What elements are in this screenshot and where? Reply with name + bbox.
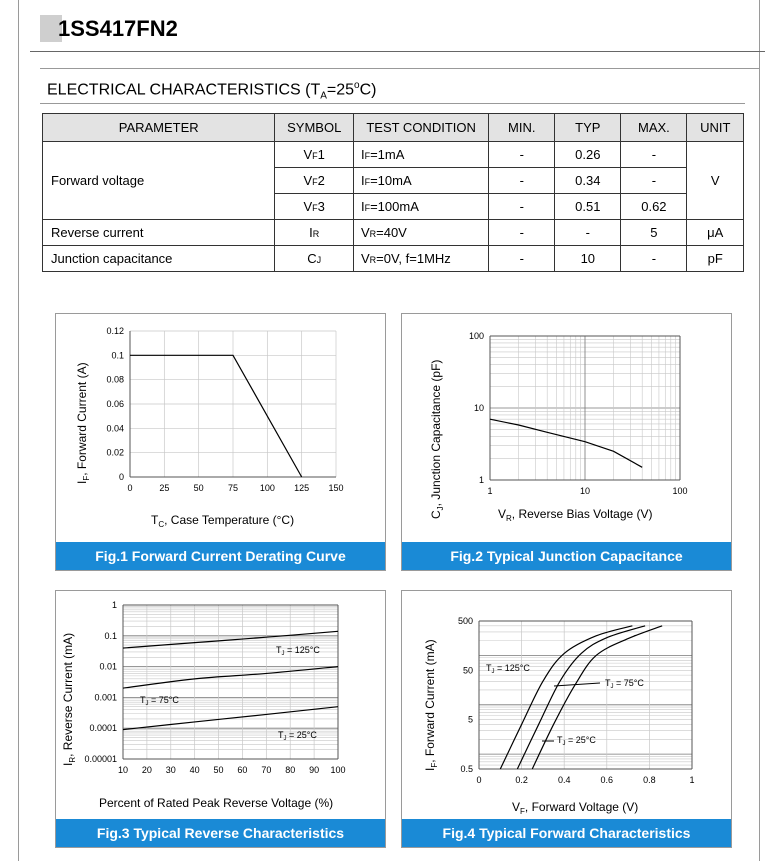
x-tick-label: 90 [309,765,320,775]
header-parameter: PARAMETER [43,114,275,142]
x-tick-label: 60 [237,765,248,775]
fig4-caption: Fig.4 Typical Forward Characteristics [402,819,731,847]
fig4-arrow-75c [554,683,600,686]
y-tick-label: 100 [468,331,484,341]
section-rule-bottom [40,103,745,104]
unit-cj: pF [687,246,744,272]
y-tick-label: 0 [118,472,124,482]
y-tick-label: 0.001 [94,692,117,703]
param-junction-capacitance: Junction capacitance [43,246,275,272]
y-tick-label: 50 [462,665,473,676]
section-rule-top [40,68,760,69]
x-tick-label: 1 [689,775,695,785]
y-tick-label: 0.5 [460,764,473,774]
fig4-y-axis-label: $I_F$, Forward Current (mA) [423,639,439,771]
symbol-cj: CJ [275,246,354,272]
y-tick-label: 5 [467,714,473,725]
max-vf1: - [621,142,687,168]
fig2-y-axis-label: $C_J$, Junction Capacitance (pF) [429,359,445,519]
x-tick-label: 125 [294,483,310,493]
condition-vf1: IF=1mA [353,142,488,168]
header-max: MAX. [621,114,687,142]
series-line-1 [500,626,632,769]
y-tick-label: 1 [111,600,117,610]
x-tick-label: 100 [330,765,346,775]
y-tick-label: 0.08 [106,374,124,385]
fig1-caption: Fig.1 Forward Current Derating Curve [56,542,385,570]
fig2-chart [402,314,731,542]
part-number: 1SS417FN2 [58,16,178,41]
y-tick-label: 1 [478,475,484,485]
fig4-x-axis-label: $V_F$, Forward Voltage (V) [512,800,639,816]
fig3-label-25c: $T_J = 25^\circ C$ [278,730,317,742]
x-tick-label: 0.4 [557,775,571,785]
symbol-vf3: VF3 [275,194,354,220]
max-vf3: 0.62 [621,194,687,220]
electrical-characteristics-table [42,113,744,272]
x-tick-label: 10 [579,486,591,496]
series-line-3 [123,707,338,730]
x-tick-label: 0 [127,483,133,493]
y-tick-label: 0.04 [106,423,124,434]
typ-vf2: 0.34 [555,168,621,194]
x-tick-label: 0 [476,775,482,785]
fig4-label-25c: $T_J = 25^\circ C$ [557,735,596,747]
y-tick-label: 0.06 [106,399,124,409]
fig1-panel [55,313,386,571]
typ-vf3: 0.51 [555,194,621,220]
series-line-2 [517,626,645,769]
condition-ir: VR=40V [353,220,488,246]
y-tick-label: 0.0001 [89,723,117,734]
series-line-1 [490,419,642,467]
x-tick-label: 80 [285,765,296,775]
header-min: MIN. [489,114,555,142]
symbol-vf1: VF1 [275,142,354,168]
fig2-caption: Fig.2 Typical Junction Capacitance [402,542,731,570]
table-row [43,142,744,168]
fig4-label-75c: $T_J = 75^\circ C$ [605,678,644,690]
x-tick-label: 0.8 [643,775,656,785]
x-tick-label: 0.2 [515,775,528,785]
fig3-label-75c: $T_J = 75^\circ C$ [140,695,179,707]
fig3-x-axis-label: Percent of Rated Peak Reverse Voltage (%) [99,796,334,810]
fig1-x-axis-label: $T_C$, Case Temperature (°C) [151,513,295,529]
x-tick-label: 70 [261,765,272,775]
header-test-condition: TEST CONDITION [353,114,488,142]
table-row [43,246,744,272]
x-tick-label: 10 [117,765,129,775]
table-header-row [43,114,744,142]
fig4-label-125c: $T_J = 125^\circ C$ [486,663,530,675]
param-forward-voltage: Forward voltage [43,142,275,220]
x-tick-label: 50 [193,483,204,493]
min-ir: - [489,220,555,246]
fig2-panel [401,313,732,571]
condition-vf3: IF=100mA [353,194,488,220]
table-row [43,220,744,246]
fig1-y-axis-label: $I_F$, Forward Current (A) [75,362,91,484]
fig3-caption: Fig.3 Typical Reverse Characteristics [56,819,385,847]
condition-cj: VR=0V, f=1MHz [353,246,488,272]
min-vf3: - [489,194,555,220]
fig4-panel [401,590,732,848]
symbol-ir: IR [275,220,354,246]
fig1-chart [56,314,385,542]
header-rule [30,51,765,52]
x-tick-label: 0.6 [600,775,614,785]
x-tick-label: 150 [328,483,344,493]
x-tick-label: 25 [159,483,170,493]
unit-ir: μA [687,220,744,246]
x-tick-label: 75 [227,483,239,493]
max-vf2: - [621,168,687,194]
unit-forward-voltage: V [687,142,744,220]
symbol-vf2: VF2 [275,168,354,194]
x-tick-label: 100 [259,483,275,493]
y-tick-label: 0.02 [106,447,124,458]
typ-ir: - [555,220,621,246]
y-tick-label: 0.12 [106,326,124,336]
header-unit: UNIT [687,114,744,142]
min-cj: - [489,246,555,272]
typ-vf1: 0.26 [555,142,621,168]
x-tick-label: 50 [213,765,224,775]
y-tick-label: 0.01 [99,661,117,672]
min-vf1: - [489,142,555,168]
min-vf2: - [489,168,555,194]
fig3-label-125c: $T_J = 125^\circ C$ [276,645,320,657]
param-reverse-current: Reverse current [43,220,275,246]
header-typ: TYP [555,114,621,142]
max-ir: 5 [621,220,687,246]
y-tick-label: 0.1 [111,350,124,361]
y-tick-label: 10 [473,403,484,413]
fig3-y-axis-label: $I_R$, Reverse Current (mA) [61,632,77,766]
fig3-chart [56,591,385,819]
x-tick-label: 1 [487,486,493,496]
fig3-panel [55,590,386,848]
typ-cj: 10 [555,246,621,272]
x-tick-label: 40 [189,765,200,775]
y-tick-label: 0.00001 [84,754,117,764]
x-tick-label: 100 [672,486,688,496]
condition-vf2: IF=10mA [353,168,488,194]
fig2-x-axis-label: $V_R$, Reverse Bias Voltage (V) [498,507,653,523]
fig4-chart [402,591,731,819]
x-tick-label: 20 [141,765,152,775]
y-tick-label: 500 [457,616,473,626]
max-cj: - [621,246,687,272]
y-tick-label: 0.1 [104,630,117,641]
series-line-1 [130,355,302,477]
x-tick-label: 30 [165,765,176,775]
header-symbol: SYMBOL [275,114,354,142]
section-title: ELECTRICAL CHARACTERISTICS $(T_A=25^oC)$ [47,80,377,102]
